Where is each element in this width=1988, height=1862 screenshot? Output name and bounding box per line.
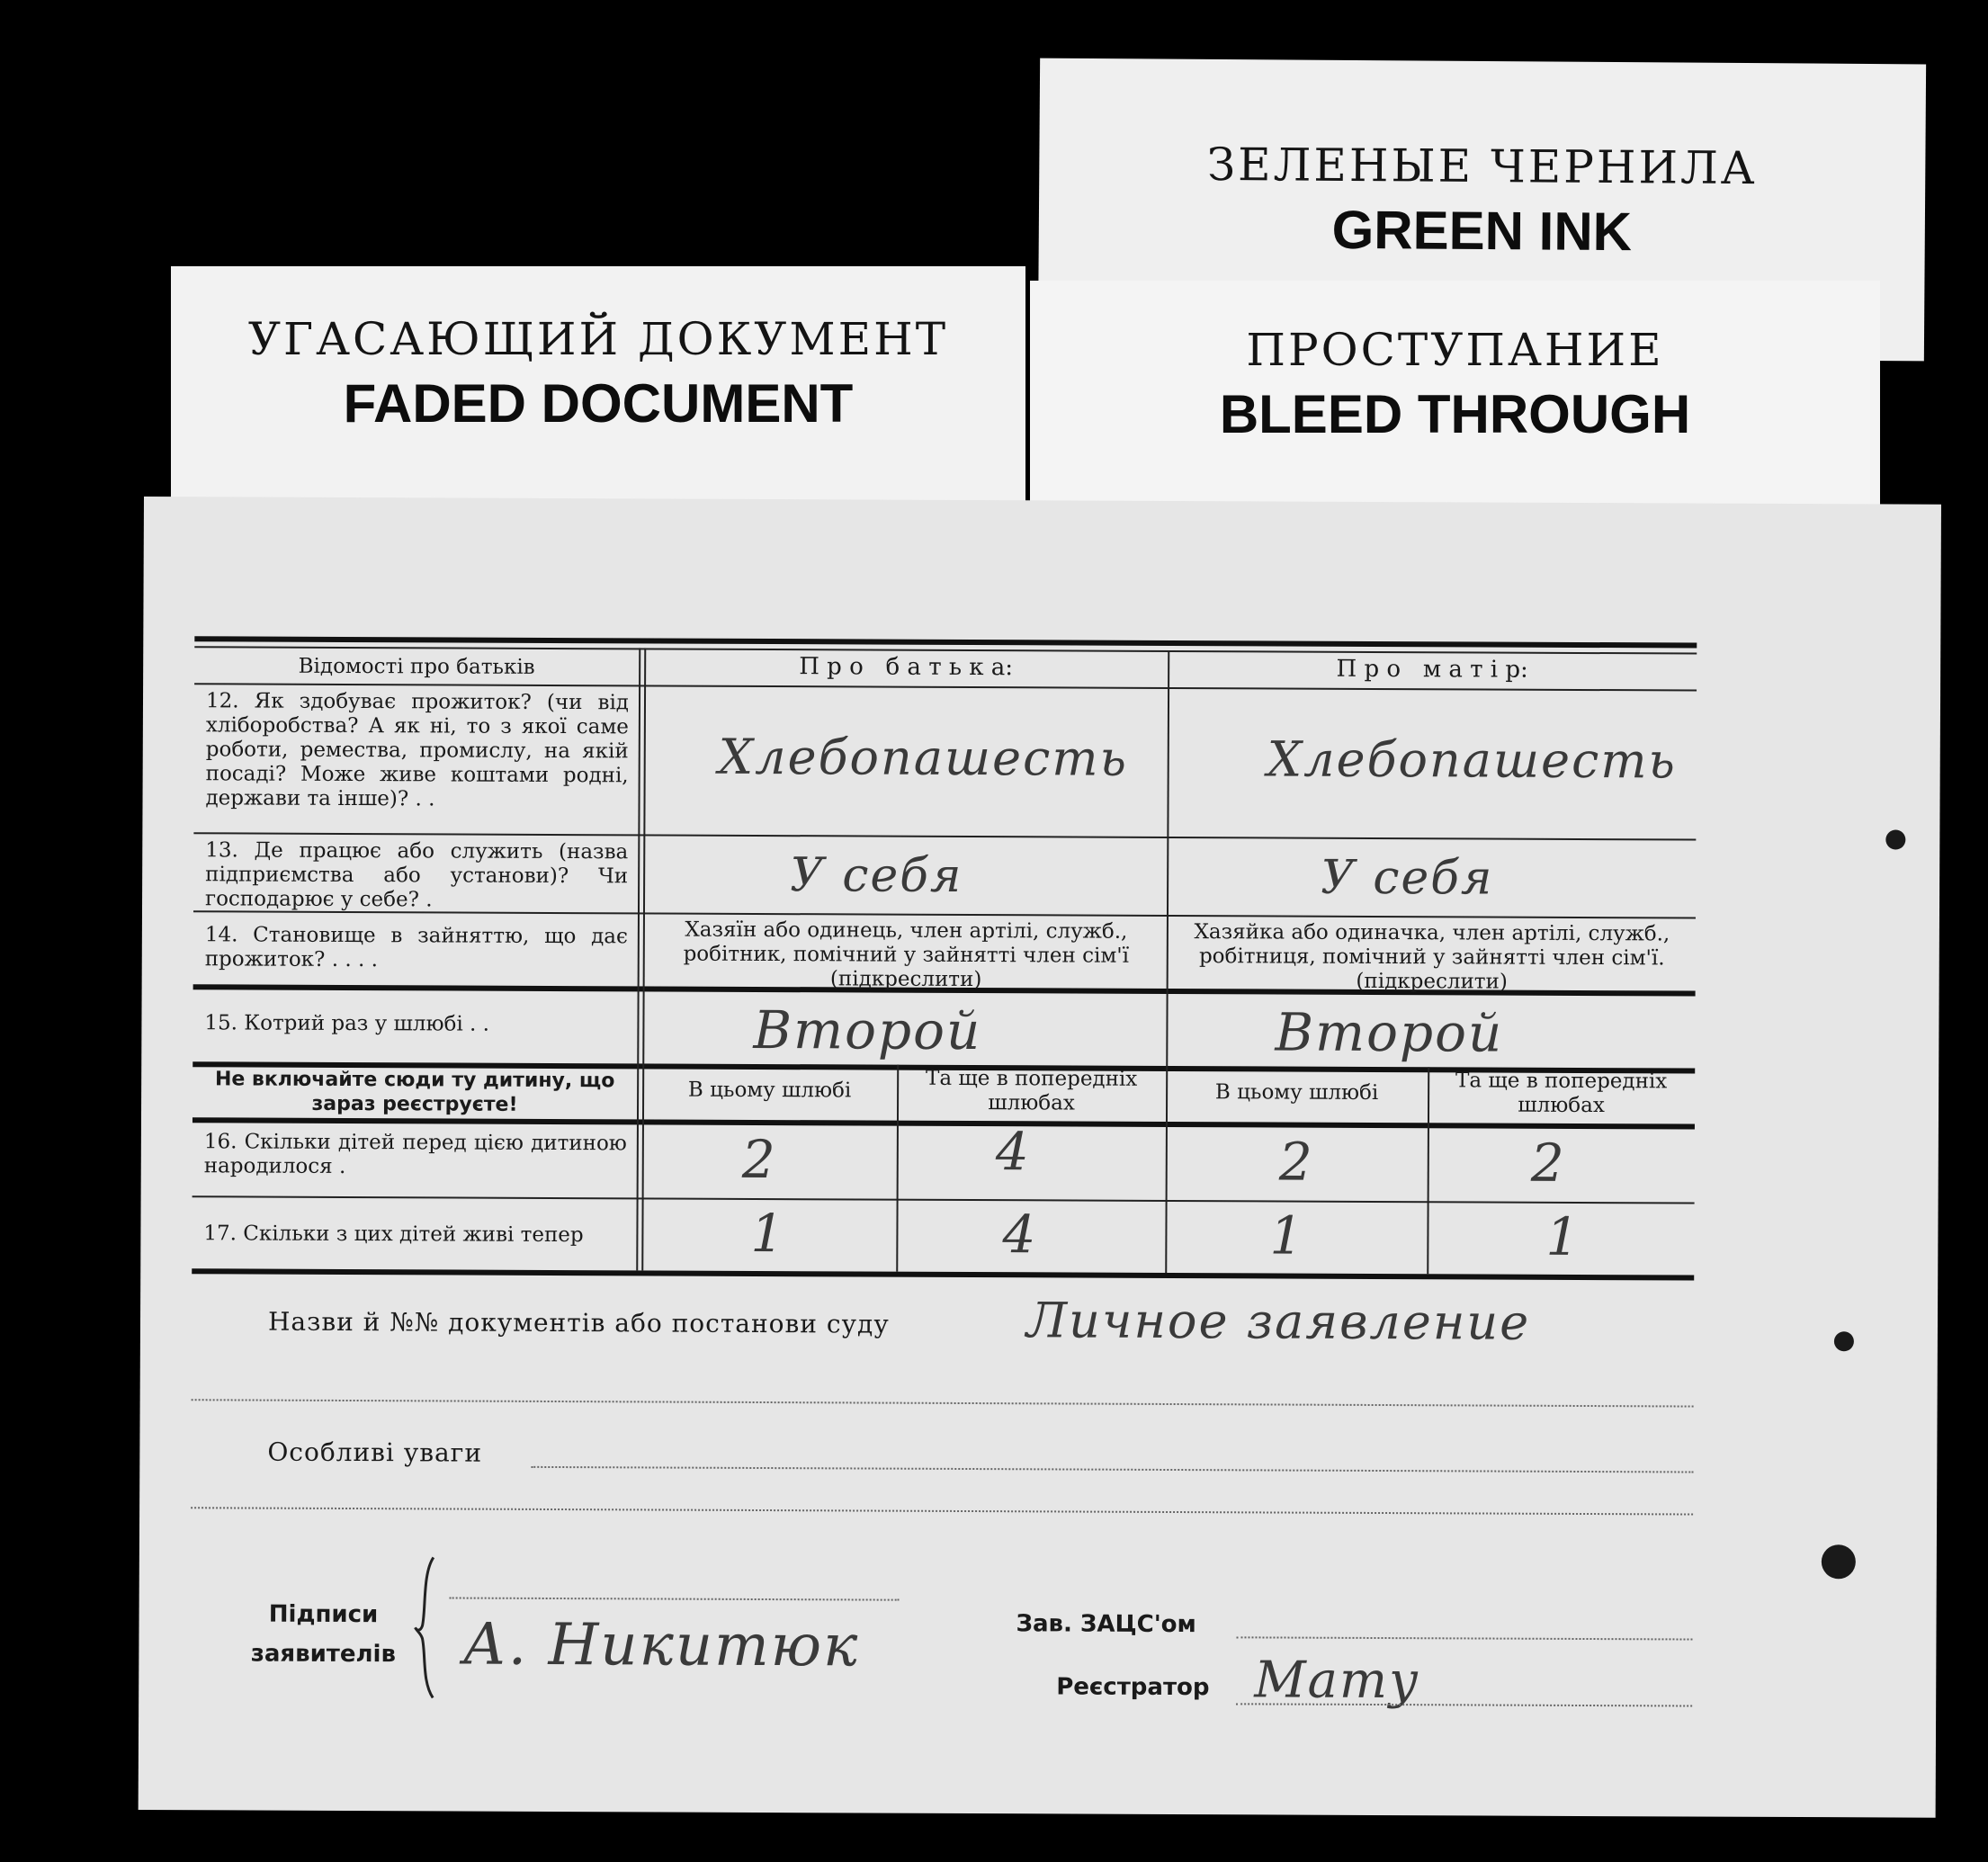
answer-16-father-prev: 4 bbox=[995, 1121, 1031, 1183]
header-info: Відомості про батьків bbox=[298, 654, 535, 679]
question-12-label: 12. Як здобуває прожиток? (чи від хліборобства? А як ні, то з якої саме роботи, ремества, промислу, на якій посаді? Може живе коштами родні, держави та інше)? . . bbox=[205, 689, 630, 811]
mother-this-marriage-header: В цьому шлюбі bbox=[1214, 1080, 1379, 1105]
green-ink-ru-label: ЗЕЛЕНЫЕ ЧЕРНИЛА bbox=[1206, 138, 1758, 195]
answer-16-mother-this: 2 bbox=[1278, 1131, 1314, 1193]
documents-label: Назви й №№ документів або постанови суду bbox=[267, 1306, 890, 1339]
answer-16-mother-prev: 2 bbox=[1530, 1132, 1566, 1194]
question-14-label: 14. Становище в зайняттю, що дає прожиток? . . . . bbox=[204, 923, 628, 972]
header-mother: П р о м а т і р: bbox=[1336, 655, 1528, 684]
answer-15-mother: Второй bbox=[1275, 1001, 1504, 1064]
punch-hole bbox=[1885, 829, 1905, 849]
question-14-mother-options: Хазяйка або одиначка, член артілі, служб., робітниця, помічний у зайнятті член сім'ї. (підкреслити) bbox=[1194, 920, 1670, 994]
answer-16-father-this: 2 bbox=[741, 1128, 777, 1191]
punch-hole bbox=[1834, 1331, 1854, 1351]
notes-label: Особливі уваги bbox=[267, 1437, 483, 1468]
answer-17-father-prev: 4 bbox=[1002, 1204, 1038, 1266]
answer-13-mother: У себя bbox=[1321, 850, 1494, 906]
father-prev-marriages-header: Та ще в попередніх шлюбах bbox=[926, 1066, 1138, 1115]
faded-document-slip bbox=[171, 266, 1025, 536]
question-14-father-options: Хазяїн або одинець, член артілі, служб., робітник, помічний у зайнятті член сім'ї (підкреслити) bbox=[683, 918, 1130, 992]
answer-12-father: Хлебопашесть bbox=[718, 728, 1129, 787]
header-father: П р о б а т ь к а: bbox=[799, 653, 1014, 682]
documents-value: Личное заявление bbox=[1025, 1292, 1531, 1351]
question-13-label: 13. Де працює або служить (назва підприємства або установи)? Чи господарює у себе? . bbox=[204, 838, 629, 912]
question-16-label: 16. Скільки дітей перед цією дитиною народилося . bbox=[203, 1130, 627, 1178]
answer-12-mother: Хлебопашесть bbox=[1267, 730, 1678, 790]
father-this-marriage-header: В цьому шлюбі bbox=[687, 1078, 852, 1103]
question-17-label: 17. Скільки з цих дітей живі тепер bbox=[203, 1222, 584, 1248]
faded-document-en-label: FADED DOCUMENT bbox=[343, 373, 854, 434]
mother-prev-marriages-header: Та ще в попередніх шлюбах bbox=[1455, 1069, 1668, 1118]
zags-head-label: Зав. ЗАЦС'ом bbox=[1016, 1610, 1196, 1639]
answer-17-mother-this: 1 bbox=[1269, 1204, 1305, 1267]
answer-17-father-this: 1 bbox=[750, 1202, 786, 1265]
signature-brace bbox=[413, 1555, 441, 1699]
applicant-signature: А. Никитюк bbox=[462, 1611, 860, 1680]
bleed-through-ru-label: ПРОСТУПАНИЕ bbox=[1246, 324, 1664, 376]
bleed-through-en-label: BLEED THROUGH bbox=[1219, 384, 1691, 444]
answer-13-father: У себя bbox=[790, 848, 963, 903]
signatures-label: Підписи заявителів bbox=[250, 1600, 397, 1669]
answer-15-father: Второй bbox=[753, 998, 982, 1062]
registrar-signature: Мату bbox=[1254, 1651, 1420, 1711]
punch-hole bbox=[1822, 1544, 1856, 1579]
registration-form bbox=[139, 497, 1941, 1818]
faded-document-ru-label: УГАСАЮЩИЙ ДОКУМЕНТ bbox=[247, 313, 949, 365]
answer-17-mother-prev: 1 bbox=[1545, 1205, 1581, 1267]
children-notice: Не включайте сюди ту дитину, що зараз реєструєте! bbox=[214, 1068, 615, 1116]
green-ink-en-label: GREEN INK bbox=[1331, 199, 1633, 263]
registrar-label: Реєстратор bbox=[1056, 1673, 1210, 1702]
question-15-label: 15. Котрий раз у шлюбі . . bbox=[204, 1011, 490, 1036]
